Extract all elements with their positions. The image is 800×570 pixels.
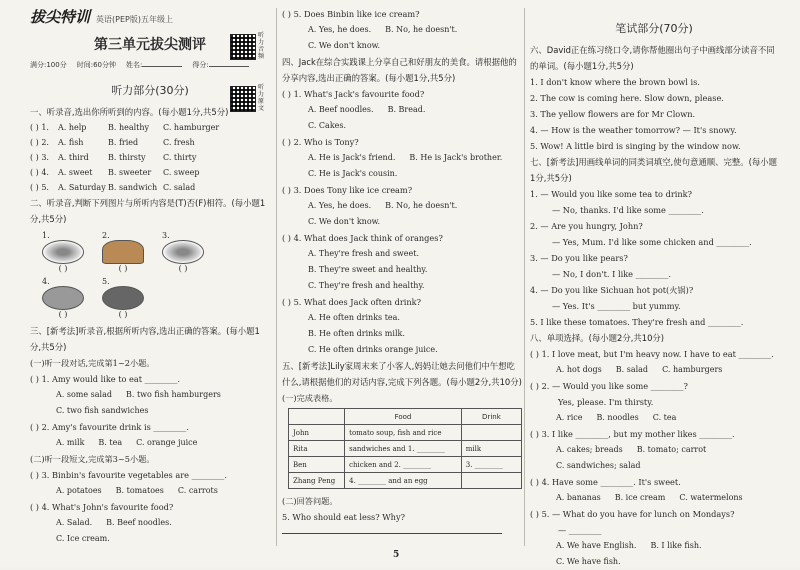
section-3-heading: 三、[新考法]听录音,根据所听内容,选出正确的答案。(每小题1分,共5分) bbox=[30, 326, 260, 352]
question: 4. — Do you like Sichuan hot pot(火锅)? bbox=[530, 285, 694, 295]
options-row bbox=[282, 102, 522, 118]
question[interactable]: 5. Who should eat less? Why? bbox=[282, 512, 405, 522]
options-row bbox=[282, 278, 522, 294]
question[interactable]: ( ) 3. Does Tony like ice cream? bbox=[282, 185, 413, 195]
question[interactable]: 5. I like these tomatoes. They're fresh and ________. bbox=[530, 317, 744, 327]
options-row bbox=[30, 531, 270, 547]
options-row bbox=[282, 38, 522, 54]
table-cell[interactable]: 4. ________ and an egg bbox=[345, 473, 462, 489]
table-cell: Ben bbox=[289, 457, 345, 473]
options-row bbox=[530, 410, 778, 426]
question[interactable]: ( ) 1. What's Jack's favourite food? bbox=[282, 89, 425, 99]
option: B. ice cream bbox=[614, 493, 666, 502]
option: B. tomatoes bbox=[115, 486, 164, 495]
question: 2. — Are you hungry, John? bbox=[530, 221, 643, 231]
image-number: 3. bbox=[162, 231, 170, 240]
table-cell: milk bbox=[461, 441, 521, 457]
qr-label: 听力原文 bbox=[258, 84, 265, 112]
part-2-instruction: (二)回答问题。 bbox=[282, 496, 338, 506]
brand-header bbox=[30, 6, 270, 26]
options-row bbox=[30, 435, 270, 451]
option: A. sweet bbox=[58, 168, 93, 177]
question[interactable]: ( ) 1. Amy would like to eat ________. bbox=[30, 374, 181, 384]
question[interactable]: ( ) 1. I love meat, but I'm heavy now. I have to eat ________. bbox=[530, 349, 774, 359]
options-row bbox=[530, 362, 778, 378]
written-title: 笔试部分(70分) bbox=[615, 22, 693, 35]
table-header: Drink bbox=[461, 409, 521, 425]
options-row bbox=[530, 554, 778, 570]
choice-row bbox=[30, 135, 270, 150]
option: C. tea bbox=[652, 413, 677, 422]
noodles-icon bbox=[162, 240, 204, 264]
part-1-instruction: (一)听一段对话,完成第1~2小题。 bbox=[30, 358, 155, 368]
score-label: 得分: bbox=[192, 61, 209, 69]
table-cell: Rita bbox=[289, 441, 345, 457]
choice-row bbox=[30, 120, 270, 135]
table-row bbox=[289, 457, 522, 473]
option: B. salad bbox=[615, 365, 649, 374]
table-row bbox=[289, 425, 522, 441]
table-cell bbox=[461, 425, 521, 441]
option: C. salad bbox=[163, 183, 196, 192]
listening-title: 听力部分(30分) bbox=[111, 84, 189, 97]
response: Yes, please. I'm thirsty. bbox=[558, 397, 654, 407]
option: B. sandwich bbox=[108, 183, 158, 192]
answer-paren[interactable]: ( ) bbox=[178, 264, 188, 273]
option: C. watermelons bbox=[679, 493, 743, 502]
question[interactable]: ( ) 4. Have some ________. It's sweet. bbox=[530, 477, 681, 487]
options-row bbox=[30, 515, 270, 531]
bread-icon bbox=[102, 240, 144, 264]
option: B. healthy bbox=[108, 123, 150, 132]
choice-row bbox=[30, 165, 270, 180]
column-divider bbox=[524, 8, 525, 546]
option: A. milk bbox=[56, 438, 85, 447]
option: A. rice bbox=[556, 413, 583, 422]
options-row bbox=[282, 262, 522, 278]
option: C. Cakes. bbox=[308, 121, 347, 130]
option: C. He is Jack's cousin. bbox=[308, 169, 398, 178]
sentence[interactable]: 5. Wow! A little bird is singing by the window now. bbox=[530, 141, 741, 151]
image-number: 1. bbox=[42, 231, 50, 240]
fish-icon bbox=[42, 286, 84, 310]
table-cell[interactable]: chicken and 2. ________ bbox=[345, 457, 462, 473]
section-1-heading: 一、听录音,选出你所听到的内容。(每小题1分,共5分) bbox=[30, 107, 229, 117]
options-row bbox=[282, 310, 522, 326]
table-row bbox=[289, 473, 522, 489]
option: C. fresh bbox=[163, 138, 195, 147]
qr-code-icon bbox=[230, 34, 256, 60]
image-number: 5. bbox=[102, 277, 110, 286]
option: B. thirsty bbox=[108, 153, 146, 162]
option: B. I like fish. bbox=[650, 541, 702, 550]
option: B. Beef noodles. bbox=[106, 518, 172, 527]
answer-line[interactable] bbox=[282, 533, 502, 534]
option: C. hamburger bbox=[163, 123, 220, 132]
option: C. thirty bbox=[163, 153, 197, 162]
question: 1. — Would you like some tea to drink? bbox=[530, 189, 692, 199]
option: C. They're fresh and healthy. bbox=[308, 281, 425, 290]
table-cell: tomato soup, fish and rice bbox=[345, 425, 462, 441]
food-image-5 bbox=[102, 277, 144, 319]
choice-row bbox=[30, 180, 270, 195]
sentence[interactable]: 4. — How is the weather tomorrow? — It's snowy. bbox=[530, 125, 737, 135]
option: A. We have English. bbox=[556, 541, 637, 550]
option: A. third bbox=[58, 153, 89, 162]
option: B. two fish hamburgers bbox=[125, 390, 221, 399]
answer-paren[interactable]: ( ) bbox=[58, 264, 68, 273]
option: C. We don't know. bbox=[308, 217, 381, 226]
section-4-heading: 四、Jack在综合实践课上分享自己和好朋友的美食。请根据他的分享内容,选出正确的答案。(每小题1分,共5分) bbox=[282, 57, 517, 83]
section-7-heading: 七、[新考法]用画线单词的同类词填空,使句意通顺、完整。(每小题1分,共5分) bbox=[530, 157, 777, 183]
option: A. hot dogs bbox=[556, 365, 602, 374]
section-1-rows bbox=[30, 120, 270, 195]
options-row bbox=[282, 326, 522, 342]
option: A. Saturday bbox=[58, 183, 106, 192]
option: C. two fish sandwiches bbox=[56, 406, 149, 415]
option: B. No, he doesn't. bbox=[385, 25, 458, 34]
question-number[interactable]: ( ) 5. bbox=[30, 183, 49, 192]
option: A. Yes, he does. bbox=[308, 201, 372, 210]
table-cell[interactable]: sandwiches and 1. ________ bbox=[345, 441, 462, 457]
option: A. Salad. bbox=[56, 518, 93, 527]
option: A. Beef noodles. bbox=[308, 105, 374, 114]
image-number: 4. bbox=[42, 277, 50, 286]
part-1-instruction: (一)完成表格。 bbox=[282, 393, 338, 403]
table-row bbox=[289, 441, 522, 457]
options-row bbox=[530, 458, 778, 474]
food-image-row bbox=[30, 277, 270, 319]
option: C. carrots bbox=[177, 486, 218, 495]
answer-line[interactable]: — No, thanks. I'd like some ________. bbox=[552, 205, 704, 215]
brand-name: 拔尖特训 bbox=[30, 8, 91, 26]
option: B. They're sweet and healthy. bbox=[308, 265, 428, 274]
option: B. No, he doesn't. bbox=[385, 201, 458, 210]
question[interactable]: ( ) 5. — What do you have for lunch on Mondays? bbox=[530, 509, 735, 519]
options-row bbox=[30, 387, 270, 403]
option: C. sandwiches; salad bbox=[556, 461, 641, 470]
options-row bbox=[530, 442, 778, 458]
qr-label: 听力音频 bbox=[258, 32, 265, 60]
options-row bbox=[30, 403, 270, 419]
option: C. We have fish. bbox=[556, 557, 621, 566]
table-cell: John bbox=[289, 425, 345, 441]
option: A. fish bbox=[58, 138, 84, 147]
option: B. sweeter bbox=[108, 168, 152, 177]
options-row bbox=[282, 246, 522, 262]
options-row bbox=[282, 214, 522, 230]
food-image-4 bbox=[42, 277, 84, 319]
exam-meta bbox=[30, 60, 270, 70]
options-row bbox=[530, 490, 778, 506]
option: B. He often drinks milk. bbox=[308, 329, 405, 338]
options-row bbox=[530, 538, 778, 554]
options-row bbox=[282, 198, 522, 214]
food-image-row bbox=[30, 231, 270, 273]
option: B. tea bbox=[98, 438, 123, 447]
option: C. sweep bbox=[163, 168, 200, 177]
page-number: 5 bbox=[393, 550, 400, 560]
question-number[interactable]: ( ) 2. bbox=[30, 138, 49, 147]
options-row bbox=[30, 483, 270, 499]
question[interactable]: ( ) 5. Does Binbin like ice cream? bbox=[282, 9, 420, 19]
page-title: 第三单元拔尖测评 bbox=[94, 37, 206, 53]
answer-line[interactable]: — No, I don't. I like ________. bbox=[552, 269, 671, 279]
table-header bbox=[289, 409, 345, 425]
time-limit: 时间:60分钟 bbox=[76, 61, 116, 69]
name-label: 姓名: bbox=[126, 61, 143, 69]
option: A. bananas bbox=[556, 493, 601, 502]
column-2 bbox=[282, 6, 522, 548]
food-image-3 bbox=[162, 231, 204, 273]
answer-paren[interactable]: ( ) bbox=[118, 264, 128, 273]
option: C. orange juice bbox=[136, 438, 198, 447]
brand-subtitle: 英语(PEP版)五年级上 bbox=[96, 15, 173, 24]
option: C. He often drinks orange juice. bbox=[308, 345, 438, 354]
table-cell[interactable]: 3. ________ bbox=[461, 457, 521, 473]
option: A. He often drinks tea. bbox=[308, 313, 400, 322]
option: C. We don't know. bbox=[308, 41, 381, 50]
image-number: 2. bbox=[102, 231, 110, 240]
sentence[interactable]: 1. I don't know where the brown bowl is. bbox=[530, 77, 700, 87]
option: B. He is Jack's brother. bbox=[409, 153, 503, 162]
question-number[interactable]: ( ) 4. bbox=[30, 168, 49, 177]
option: B. fried bbox=[108, 138, 139, 147]
column-divider bbox=[276, 8, 277, 546]
options-row bbox=[282, 22, 522, 38]
table-cell: Zhang Peng bbox=[289, 473, 345, 489]
question[interactable]: ( ) 3. I like ________, but my mother likes ________. bbox=[530, 429, 735, 439]
question[interactable]: ( ) 2. Amy's favourite drink is ________. bbox=[30, 422, 189, 432]
choice-row bbox=[30, 150, 270, 165]
option: A. some salad bbox=[56, 390, 112, 399]
option: B. tomato; carrot bbox=[636, 445, 707, 454]
food-image-1 bbox=[42, 231, 84, 273]
table-cell bbox=[461, 473, 521, 489]
qr-code-icon bbox=[230, 86, 256, 112]
question: 3. — Do you like pears? bbox=[530, 253, 628, 263]
question[interactable]: ( ) 4. What does Jack think of oranges? bbox=[282, 233, 443, 243]
question[interactable]: ( ) 4. What's John's favourite food? bbox=[30, 502, 174, 512]
options-row bbox=[282, 118, 522, 134]
question[interactable]: ( ) 2. Who is Tony? bbox=[282, 137, 359, 147]
question-number[interactable]: ( ) 1. bbox=[30, 123, 49, 132]
section-2-heading: 二、听录音,判断下列图片与所听内容是(T)否(F)相符。(每小题1分,共5分) bbox=[30, 198, 266, 224]
section-6-heading: 六、David正在练习绕口令,请你帮他圈出句子中画线部分读音不同的单词。(每小题1分,共5分) bbox=[530, 45, 775, 71]
sentence[interactable]: 3. The yellow flowers are for Mr Clown. bbox=[530, 109, 696, 119]
option: C. hamburgers bbox=[662, 365, 723, 374]
option: A. Yes, he does. bbox=[308, 25, 372, 34]
option: A. potatoes bbox=[56, 486, 102, 495]
steak-icon bbox=[102, 286, 144, 310]
option: A. He is Jack's friend. bbox=[308, 153, 396, 162]
full-score: 满分:100分 bbox=[30, 61, 67, 69]
option: B. noodles bbox=[596, 413, 639, 422]
option: C. Ice cream. bbox=[56, 534, 110, 543]
option: A. cakes; breads bbox=[556, 445, 623, 454]
dish-icon bbox=[42, 240, 84, 264]
question[interactable]: ( ) 5. What does Jack often drink? bbox=[282, 297, 421, 307]
column-1 bbox=[30, 6, 270, 548]
food-image-2 bbox=[102, 231, 144, 273]
section-8-heading: 八、单项选择。(每小题2分,共10分) bbox=[530, 333, 665, 343]
section-5-heading: 五、[新考法]Lily家周末来了小客人,妈妈让她去问他们中午想吃什么,请根据他们的对话内容,完成下列各题。(每小题2分,共10分) bbox=[282, 361, 522, 387]
food-table bbox=[288, 408, 522, 489]
option: B. Bread. bbox=[387, 105, 426, 114]
options-row bbox=[282, 166, 522, 182]
option: A. They're fresh and sweet. bbox=[308, 249, 419, 258]
answer-line[interactable]: — Yes, Mum. I'd like some chicken and ________. bbox=[552, 237, 752, 247]
score-field[interactable] bbox=[209, 66, 249, 67]
name-field[interactable] bbox=[142, 66, 182, 67]
table-header: Food bbox=[345, 409, 462, 425]
sentence[interactable]: 2. The cow is coming here. Slow down, please. bbox=[530, 93, 724, 103]
part-2-instruction: (二)听一段短文,完成第3~5小题。 bbox=[30, 454, 155, 464]
options-row bbox=[282, 150, 522, 166]
answer-paren[interactable]: ( ) bbox=[118, 310, 128, 319]
column-3 bbox=[530, 6, 778, 566]
answer-line[interactable]: — Yes. It's ________ but yummy. bbox=[552, 301, 681, 311]
response: — ________ bbox=[558, 525, 602, 535]
question-number[interactable]: ( ) 3. bbox=[30, 153, 49, 162]
options-row bbox=[282, 342, 522, 358]
option: A. help bbox=[58, 123, 87, 132]
question[interactable]: ( ) 2. — Would you like some ________? bbox=[530, 381, 688, 391]
answer-paren[interactable]: ( ) bbox=[58, 310, 68, 319]
question[interactable]: ( ) 3. Binbin's favourite vegetables are ________. bbox=[30, 470, 227, 480]
